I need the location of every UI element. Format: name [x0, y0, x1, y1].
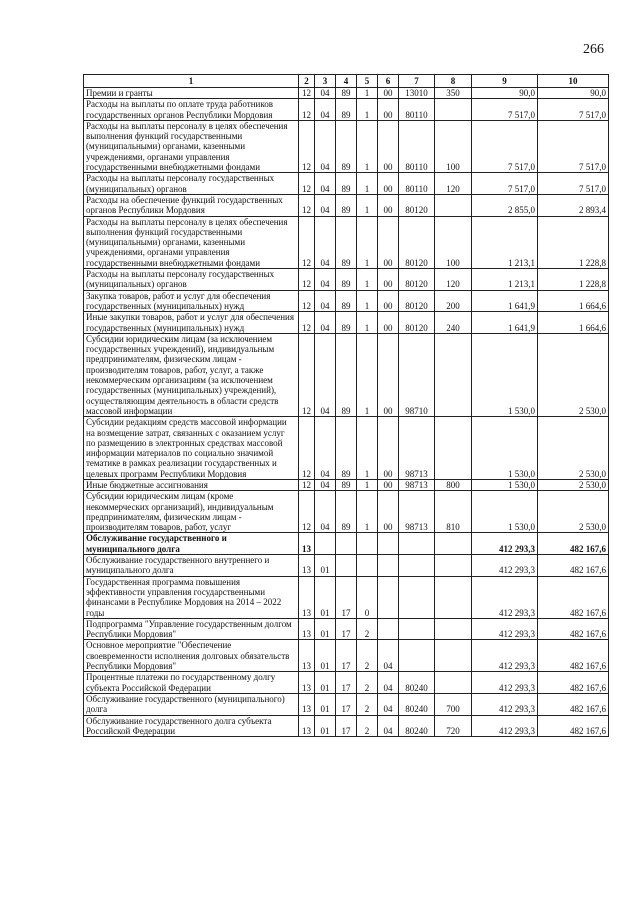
code-section-cell: 13 — [299, 533, 315, 555]
code-program-cell: 89 — [336, 99, 357, 121]
code-section-cell: 13 — [299, 640, 315, 672]
table-row — [84, 672, 609, 694]
code-subsection-cell: 04 — [315, 290, 336, 312]
code-event-cell: 04 — [378, 693, 399, 715]
amount-year1-cell: 1 213,1 — [472, 269, 538, 291]
code-program-cell: 89 — [336, 290, 357, 312]
code-subprogram-cell: 1 — [357, 216, 378, 268]
code-subprogram-cell: 0 — [357, 576, 378, 618]
code-section-cell: 12 — [299, 173, 315, 195]
amount-year1-cell: 412 293,3 — [472, 618, 538, 640]
code-subsection-cell: 01 — [315, 715, 336, 737]
code-direction-cell: 80110 — [399, 120, 435, 172]
code-subsection-cell: 01 — [315, 618, 336, 640]
table-row — [84, 693, 609, 715]
code-program-cell: 89 — [336, 194, 357, 216]
code-subprogram-cell: 2 — [357, 618, 378, 640]
code-section-cell: 12 — [299, 491, 315, 533]
row-name-cell: Процентные платежи по государственному долгу субъекта Российской Федерации — [84, 672, 299, 694]
code-subprogram-cell: 2 — [357, 693, 378, 715]
amount-year1-cell: 412 293,3 — [472, 555, 538, 577]
row-name-cell: Обслуживание государственного и муниципального долга — [84, 533, 299, 555]
amount-year1-cell: 2 855,0 — [472, 194, 538, 216]
code-expense-type-cell: 810 — [435, 491, 472, 533]
code-direction-cell: 13010 — [399, 88, 435, 99]
row-name-cell: Обслуживание государственного (муниципального) долга — [84, 693, 299, 715]
column-header: 8 — [435, 75, 472, 88]
code-subprogram-cell: 1 — [357, 88, 378, 99]
amount-year1-cell: 1 530,0 — [472, 333, 538, 416]
row-name-cell: Субсидии юридическим лицам (за исключением государственных учреждений), индивидуальным предпринимателям, физическим лицам - производителям товаров, работ, услуг, а также некоммерческим организациям (за исключением государственных (муниципальных) учреждений), осуществляющим деятельность в области средств массовой информации — [84, 333, 299, 416]
code-program-cell: 89 — [336, 417, 357, 480]
table-row — [84, 194, 609, 216]
code-expense-type-cell: 200 — [435, 290, 472, 312]
code-expense-type-cell — [435, 194, 472, 216]
code-program-cell: 17 — [336, 576, 357, 618]
code-expense-type-cell: 120 — [435, 269, 472, 291]
code-program-cell: 17 — [336, 618, 357, 640]
code-event-cell: 00 — [378, 312, 399, 334]
code-program-cell: 17 — [336, 693, 357, 715]
code-subsection-cell: 04 — [315, 120, 336, 172]
code-subsection-cell: 04 — [315, 312, 336, 334]
code-subsection-cell: 04 — [315, 99, 336, 121]
amount-year1-cell: 412 293,3 — [472, 533, 538, 555]
row-name-cell: Премии и гранты — [84, 88, 299, 99]
code-expense-type-cell: 100 — [435, 216, 472, 268]
code-expense-type-cell: 800 — [435, 479, 472, 490]
code-section-cell: 12 — [299, 99, 315, 121]
amount-year2-cell: 482 167,6 — [538, 618, 609, 640]
code-direction-cell — [399, 555, 435, 577]
code-expense-type-cell — [435, 555, 472, 577]
amount-year1-cell: 90,0 — [472, 88, 538, 99]
code-subprogram-cell: 1 — [357, 99, 378, 121]
column-header: 6 — [378, 75, 399, 88]
code-section-cell: 12 — [299, 479, 315, 490]
code-expense-type-cell — [435, 672, 472, 694]
code-direction-cell: 98713 — [399, 417, 435, 480]
code-event-cell: 00 — [378, 333, 399, 416]
code-event-cell — [378, 618, 399, 640]
code-event-cell: 00 — [378, 417, 399, 480]
row-name-cell: Иные закупки товаров, работ и услуг для обеспечения государственных (муниципальных) нужд — [84, 312, 299, 334]
code-program-cell — [336, 555, 357, 577]
code-expense-type-cell: 720 — [435, 715, 472, 737]
code-program-cell: 17 — [336, 715, 357, 737]
amount-year1-cell: 1 530,0 — [472, 491, 538, 533]
amount-year1-cell: 412 293,3 — [472, 640, 538, 672]
amount-year2-cell: 482 167,6 — [538, 640, 609, 672]
code-section-cell: 12 — [299, 290, 315, 312]
code-subprogram-cell: 1 — [357, 417, 378, 480]
table-row — [84, 715, 609, 737]
row-name-cell: Расходы на выплаты персоналу в целях обеспечения выполнения функций государственными (муниципальными) органами, казенными учреждениями, органами управления государственными внебюджетными фондами — [84, 120, 299, 172]
amount-year2-cell: 482 167,6 — [538, 555, 609, 577]
code-program-cell: 89 — [336, 333, 357, 416]
code-subsection-cell: 04 — [315, 479, 336, 490]
amount-year2-cell: 1 664,6 — [538, 290, 609, 312]
row-name-cell: Расходы на выплаты по оплате труда работников государственных органов Республики Мордовия — [84, 99, 299, 121]
table-row — [84, 312, 609, 334]
column-header: 9 — [472, 75, 538, 88]
code-direction-cell: 80240 — [399, 715, 435, 737]
code-section-cell: 13 — [299, 693, 315, 715]
amount-year2-cell: 90,0 — [538, 88, 609, 99]
amount-year2-cell: 2 530,0 — [538, 491, 609, 533]
table-row — [84, 333, 609, 416]
table-row — [84, 173, 609, 195]
code-event-cell: 04 — [378, 715, 399, 737]
table-row — [84, 618, 609, 640]
code-expense-type-cell — [435, 417, 472, 480]
code-direction-cell: 80240 — [399, 672, 435, 694]
table-row — [84, 479, 609, 490]
code-section-cell: 13 — [299, 672, 315, 694]
code-subprogram-cell — [357, 533, 378, 555]
code-section-cell: 12 — [299, 333, 315, 416]
code-section-cell: 12 — [299, 417, 315, 480]
code-direction-cell: 80120 — [399, 216, 435, 268]
row-name-cell: Субсидии редакциям средств массовой информации на возмещение затрат, связанных с оказанием услуг по размещению в электронных средствах массовой информации материалов по социально значимой тематике в рамках реализации государственных и целевых программ Республики Мордовия — [84, 417, 299, 480]
code-program-cell: 89 — [336, 312, 357, 334]
amount-year2-cell: 1 228,8 — [538, 269, 609, 291]
code-subprogram-cell — [357, 555, 378, 577]
code-section-cell: 13 — [299, 576, 315, 618]
code-direction-cell: 98713 — [399, 491, 435, 533]
amount-year2-cell: 482 167,6 — [538, 693, 609, 715]
code-section-cell: 13 — [299, 715, 315, 737]
code-event-cell: 04 — [378, 640, 399, 672]
table-row — [84, 417, 609, 480]
code-subsection-cell: 04 — [315, 491, 336, 533]
code-section-cell: 13 — [299, 618, 315, 640]
code-section-cell: 12 — [299, 88, 315, 99]
code-subsection-cell: 01 — [315, 672, 336, 694]
row-name-cell: Подпрограмма "Управление государственным долгом Республики Мордовия" — [84, 618, 299, 640]
code-subprogram-cell: 2 — [357, 640, 378, 672]
code-direction-cell: 80120 — [399, 269, 435, 291]
row-name-cell: Расходы на выплаты персоналу государственных (муниципальных) органов — [84, 269, 299, 291]
table-row — [84, 576, 609, 618]
column-header: 7 — [399, 75, 435, 88]
table-row — [84, 99, 609, 121]
table-row — [84, 491, 609, 533]
code-expense-type-cell: 120 — [435, 173, 472, 195]
code-direction-cell — [399, 618, 435, 640]
row-name-cell: Обслуживание государственного внутреннего и муниципального долга — [84, 555, 299, 577]
code-direction-cell: 80120 — [399, 290, 435, 312]
code-expense-type-cell — [435, 618, 472, 640]
code-expense-type-cell: 350 — [435, 88, 472, 99]
amount-year1-cell: 1 641,9 — [472, 312, 538, 334]
amount-year2-cell: 482 167,6 — [538, 672, 609, 694]
column-header: 10 — [538, 75, 609, 88]
code-section-cell: 12 — [299, 269, 315, 291]
code-subprogram-cell: 1 — [357, 194, 378, 216]
code-direction-cell — [399, 533, 435, 555]
code-subsection-cell: 04 — [315, 216, 336, 268]
code-event-cell — [378, 576, 399, 618]
column-header: 5 — [357, 75, 378, 88]
amount-year2-cell: 482 167,6 — [538, 576, 609, 618]
row-name-cell: Обслуживание государственного долга субъекта Российской Федерации — [84, 715, 299, 737]
table-row — [84, 640, 609, 672]
code-subprogram-cell: 1 — [357, 333, 378, 416]
code-subsection-cell: 01 — [315, 576, 336, 618]
amount-year1-cell: 1 530,0 — [472, 479, 538, 490]
code-subsection-cell: 01 — [315, 555, 336, 577]
code-event-cell: 04 — [378, 672, 399, 694]
table-row — [84, 555, 609, 577]
code-subsection-cell: 04 — [315, 333, 336, 416]
code-subsection-cell: 04 — [315, 269, 336, 291]
code-event-cell: 00 — [378, 99, 399, 121]
code-program-cell: 89 — [336, 216, 357, 268]
amount-year1-cell: 1 641,9 — [472, 290, 538, 312]
amount-year2-cell: 482 167,6 — [538, 715, 609, 737]
code-event-cell — [378, 533, 399, 555]
column-header: 4 — [336, 75, 357, 88]
row-name-cell: Государственная программа повышения эффективности управления государственными финансами в Республике Мордовия на 2014 – 2022 годы — [84, 576, 299, 618]
code-subprogram-cell: 2 — [357, 672, 378, 694]
amount-year2-cell: 1 228,8 — [538, 216, 609, 268]
code-program-cell: 17 — [336, 640, 357, 672]
code-section-cell: 13 — [299, 555, 315, 577]
code-subsection-cell: 04 — [315, 417, 336, 480]
amount-year2-cell: 2 530,0 — [538, 333, 609, 416]
code-subsection-cell: 01 — [315, 693, 336, 715]
code-event-cell: 00 — [378, 194, 399, 216]
code-event-cell: 00 — [378, 88, 399, 99]
amount-year1-cell: 7 517,0 — [472, 173, 538, 195]
column-header: 3 — [315, 75, 336, 88]
code-subprogram-cell: 2 — [357, 715, 378, 737]
code-direction-cell: 80120 — [399, 194, 435, 216]
code-direction-cell: 98713 — [399, 479, 435, 490]
code-subprogram-cell: 1 — [357, 173, 378, 195]
code-subprogram-cell: 1 — [357, 120, 378, 172]
row-name-cell: Расходы на выплаты персоналу в целях обеспечения выполнения функций государственными (муниципальными) органами, казенными учреждениями, органами управления государственными внебюджетными фондами — [84, 216, 299, 268]
code-direction-cell: 80110 — [399, 173, 435, 195]
table-header-row — [84, 75, 609, 88]
column-header: 2 — [299, 75, 315, 88]
code-section-cell: 12 — [299, 120, 315, 172]
amount-year2-cell: 2 893,4 — [538, 194, 609, 216]
code-subprogram-cell: 1 — [357, 491, 378, 533]
table-row — [84, 533, 609, 555]
code-subprogram-cell: 1 — [357, 269, 378, 291]
code-event-cell: 00 — [378, 269, 399, 291]
code-event-cell: 00 — [378, 479, 399, 490]
code-direction-cell — [399, 640, 435, 672]
amount-year1-cell: 1 530,0 — [472, 417, 538, 480]
code-event-cell: 00 — [378, 173, 399, 195]
code-direction-cell: 80110 — [399, 99, 435, 121]
code-subprogram-cell: 1 — [357, 479, 378, 490]
code-subsection-cell — [315, 533, 336, 555]
code-subprogram-cell: 1 — [357, 312, 378, 334]
table-row — [84, 120, 609, 172]
table-body — [84, 88, 609, 737]
amount-year2-cell: 2 530,0 — [538, 417, 609, 480]
code-subsection-cell: 04 — [315, 194, 336, 216]
code-program-cell: 89 — [336, 88, 357, 99]
row-name-cell: Иные бюджетные ассигнования — [84, 479, 299, 490]
code-subprogram-cell: 1 — [357, 290, 378, 312]
amount-year1-cell: 412 293,3 — [472, 576, 538, 618]
code-subsection-cell: 04 — [315, 173, 336, 195]
row-name-cell: Расходы на обеспечение функций государственных органов Республики Мордовия — [84, 194, 299, 216]
amount-year2-cell: 482 167,6 — [538, 533, 609, 555]
amount-year1-cell: 7 517,0 — [472, 99, 538, 121]
code-program-cell — [336, 533, 357, 555]
budget-table — [83, 74, 609, 737]
code-section-cell: 12 — [299, 216, 315, 268]
code-expense-type-cell — [435, 333, 472, 416]
table-row — [84, 88, 609, 99]
code-expense-type-cell — [435, 576, 472, 618]
table-row — [84, 290, 609, 312]
code-expense-type-cell: 100 — [435, 120, 472, 172]
code-event-cell: 00 — [378, 290, 399, 312]
code-program-cell: 89 — [336, 120, 357, 172]
code-direction-cell: 98710 — [399, 333, 435, 416]
amount-year2-cell: 1 664,6 — [538, 312, 609, 334]
code-direction-cell: 80120 — [399, 312, 435, 334]
amount-year2-cell: 7 517,0 — [538, 173, 609, 195]
code-event-cell: 00 — [378, 120, 399, 172]
amount-year1-cell: 7 517,0 — [472, 120, 538, 172]
amount-year1-cell: 412 293,3 — [472, 715, 538, 737]
code-event-cell: 00 — [378, 216, 399, 268]
code-program-cell: 17 — [336, 672, 357, 694]
table-row — [84, 216, 609, 268]
code-subsection-cell: 01 — [315, 640, 336, 672]
code-expense-type-cell: 700 — [435, 693, 472, 715]
code-section-cell: 12 — [299, 312, 315, 334]
code-expense-type-cell — [435, 99, 472, 121]
code-expense-type-cell: 240 — [435, 312, 472, 334]
code-expense-type-cell — [435, 640, 472, 672]
code-program-cell: 89 — [336, 479, 357, 490]
amount-year1-cell: 1 213,1 — [472, 216, 538, 268]
amount-year1-cell: 412 293,3 — [472, 693, 538, 715]
code-event-cell — [378, 555, 399, 577]
column-header: 1 — [84, 75, 299, 88]
code-direction-cell — [399, 576, 435, 618]
table-row — [84, 269, 609, 291]
code-subsection-cell: 04 — [315, 88, 336, 99]
row-name-cell: Субсидии юридическим лицам (кроме некоммерческих организаций), индивидуальным предпринимателям, физическим лицам - производителям товаров, работ, услуг — [84, 491, 299, 533]
amount-year2-cell: 7 517,0 — [538, 99, 609, 121]
code-program-cell: 89 — [336, 491, 357, 533]
code-direction-cell: 80240 — [399, 693, 435, 715]
code-section-cell: 12 — [299, 194, 315, 216]
amount-year1-cell: 412 293,3 — [472, 672, 538, 694]
row-name-cell: Основное мероприятие "Обеспечение своевременности исполнения долговых обязательств Республики Мордовия" — [84, 640, 299, 672]
page-number: 266 — [583, 42, 604, 57]
code-event-cell: 00 — [378, 491, 399, 533]
code-expense-type-cell — [435, 533, 472, 555]
row-name-cell: Расходы на выплаты персоналу государственных (муниципальных) органов — [84, 173, 299, 195]
code-program-cell: 89 — [336, 173, 357, 195]
code-program-cell: 89 — [336, 269, 357, 291]
amount-year2-cell: 2 530,0 — [538, 479, 609, 490]
amount-year2-cell: 7 517,0 — [538, 120, 609, 172]
row-name-cell: Закупка товаров, работ и услуг для обеспечения государственных (муниципальных) нужд — [84, 290, 299, 312]
